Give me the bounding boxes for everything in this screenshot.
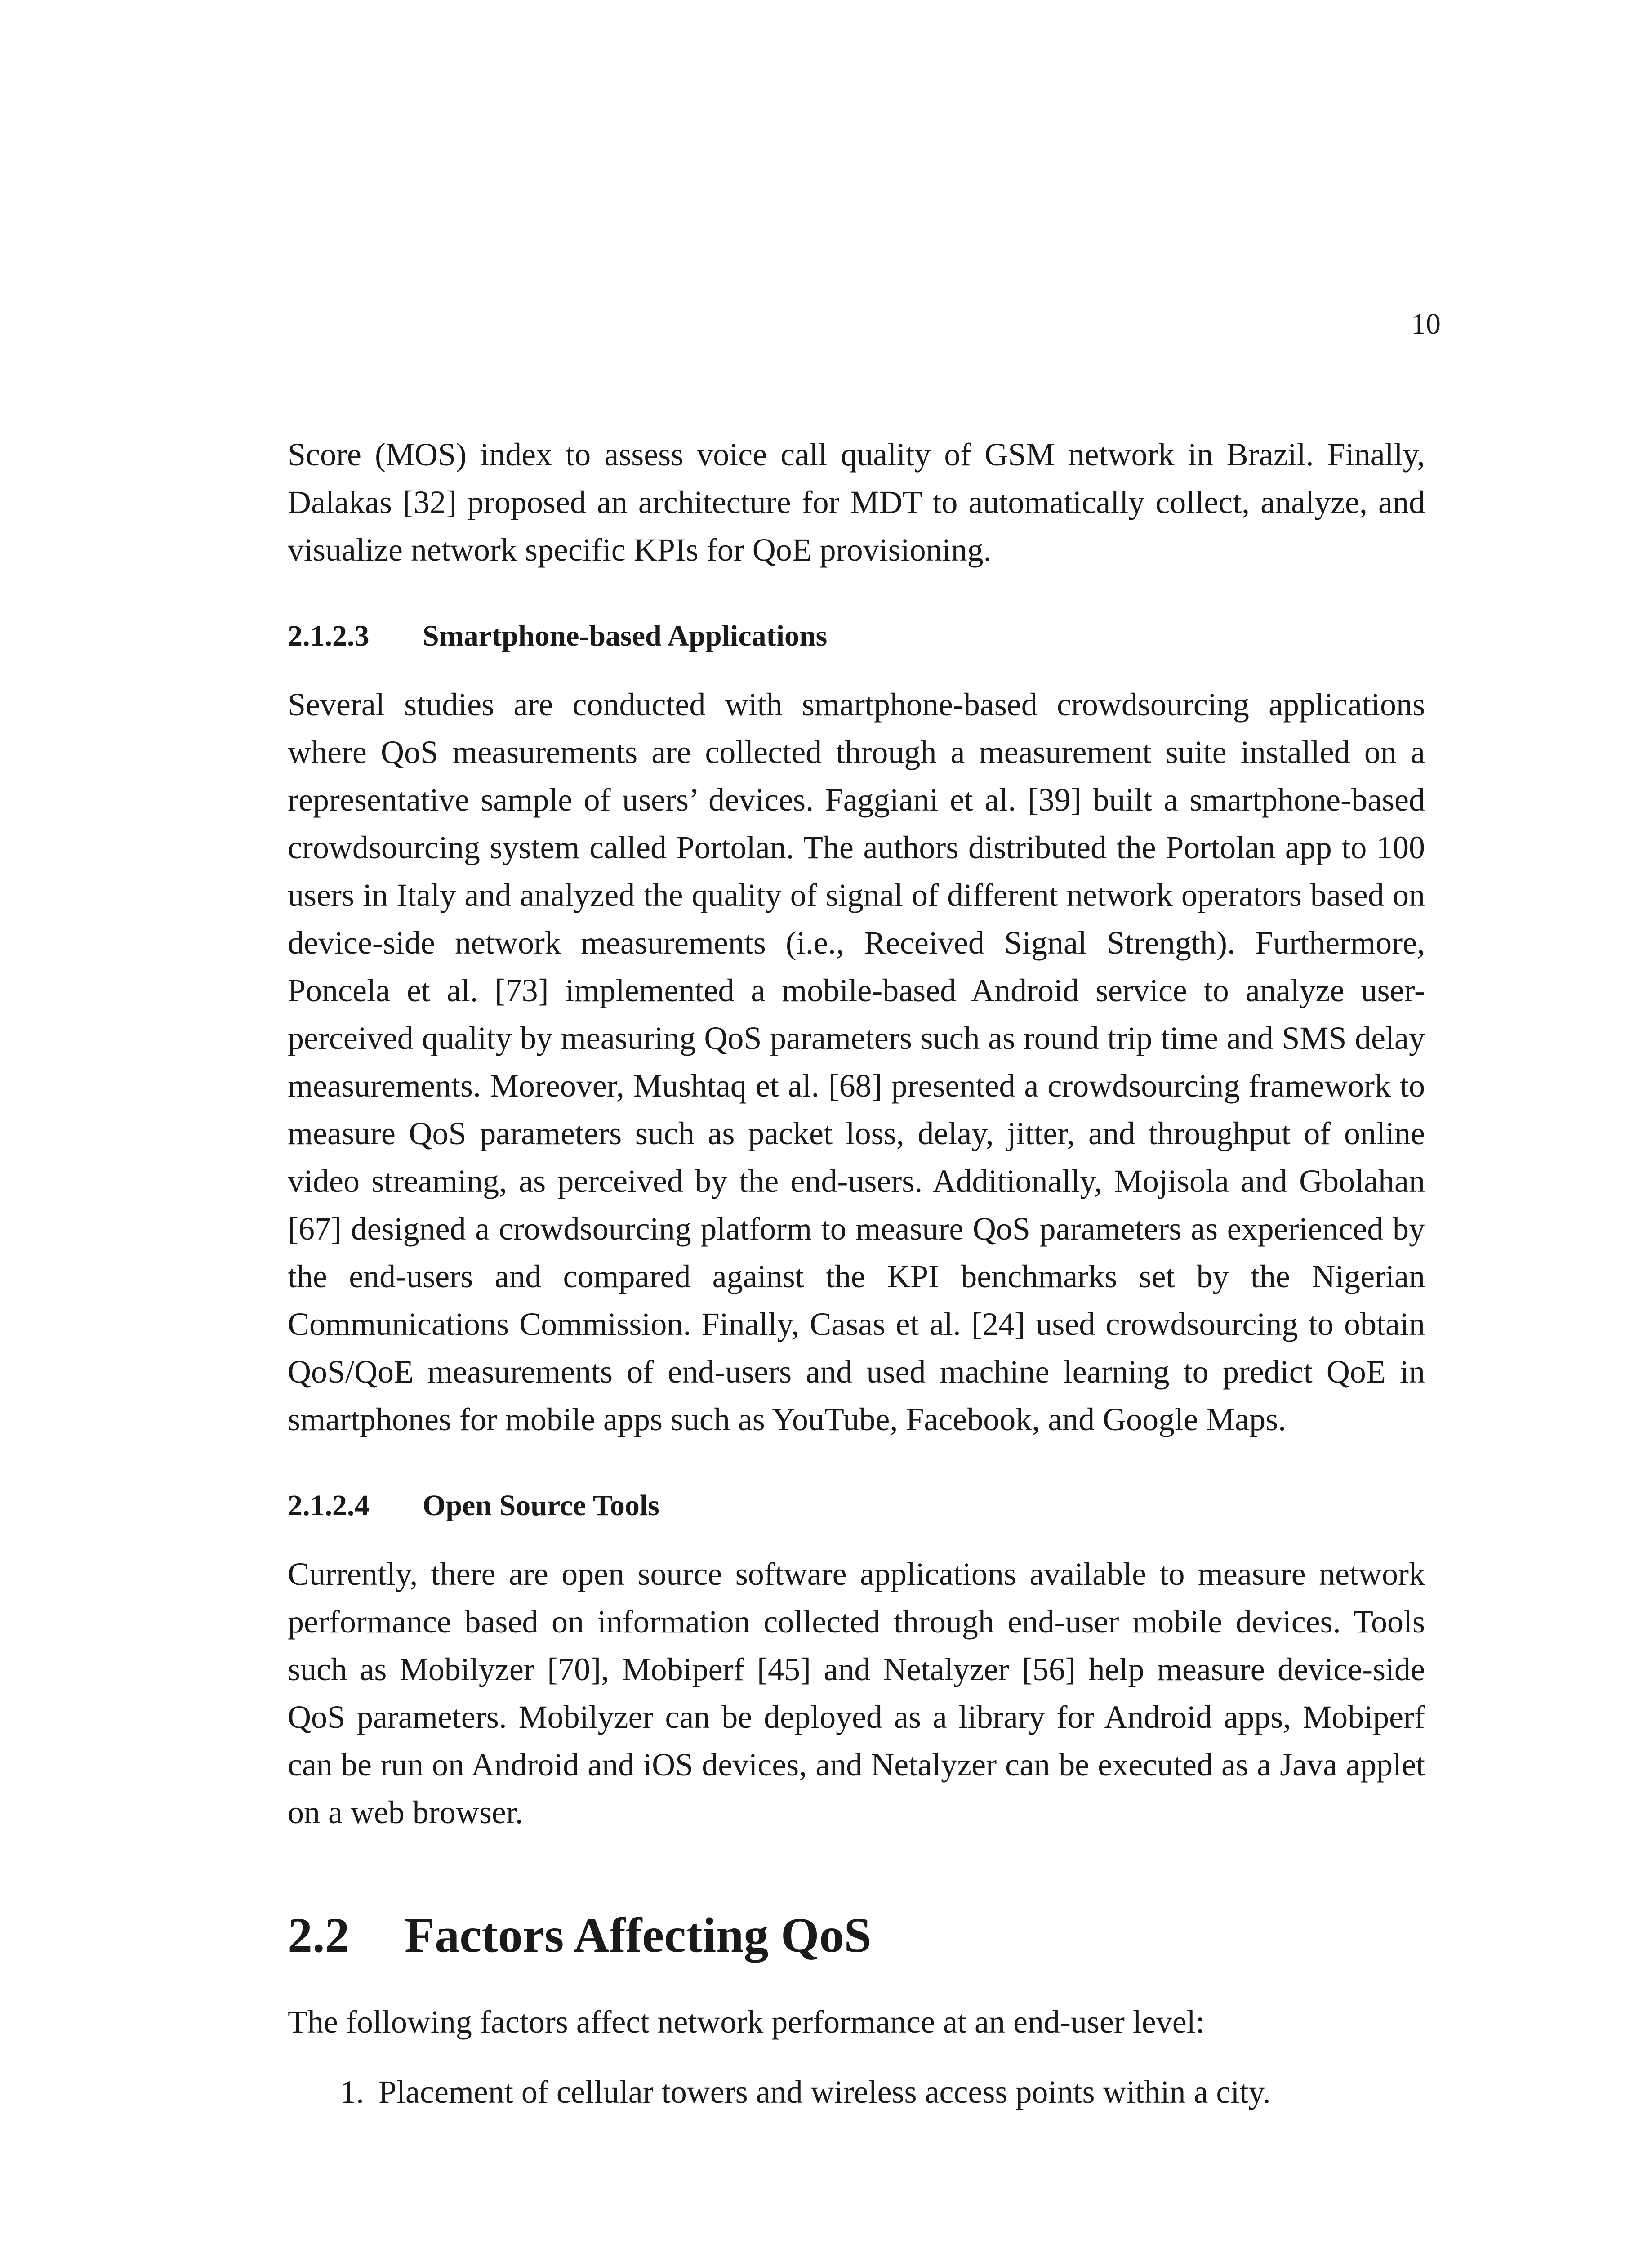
section-title: Open Source Tools bbox=[423, 1489, 659, 1522]
list-item bbox=[288, 2068, 1425, 2116]
section-title: Smartphone-based Applications bbox=[423, 620, 828, 652]
list-item-text: Placement of cellular towers and wireless access points within a city. bbox=[378, 2074, 1271, 2110]
section-heading-2124 bbox=[288, 1485, 1425, 1526]
page-number: 10 bbox=[1411, 308, 1441, 340]
open-source-tools-paragraph: Currently, there are open source software applications available to measure network performance based on information collected through end-user mobile devices. Tools such as Mobilyzer [70], Mobiperf [45] and Netalyzer [56] help measure device-side QoS parameters. Mobilyzer can be deployed as a library for Android apps, Mobiperf can be run on Android and iOS devices, and Netalyzer can be executed as a Java applet on a web browser. bbox=[288, 1556, 1425, 1830]
smartphone-apps-paragraph: Several studies are conducted with smartphone-based crowdsourcing applications where QoS measurements are collected through a measurement suite installed on a representative sample of users’ devices. Faggiani et al. [39] built a smartphone-based crowdsourcing system called Portolan. The authors distributed the Portolan app to 100 users in Italy and analyzed the quality of signal of different network operators based on device-side network measurements (i.e., Received Signal Strength). Furthermore, Poncela et al. [73] implemented a mobile-based Android service to analyze user-perceived quality by measuring QoS parameters such as round trip time and SMS delay measurements. Moreover, Mushtaq et al. [68] presented a crowdsourcing framework to measure QoS parameters such as packet loss, delay, jitter, and throughput of online video streaming, as perceived by the end-users. Additionally, Mojisola and Gbolahan [67] designed a crowdsourcing platform to measure QoS parameters as experienced by the end-users and compared against the KPI benchmarks set by the Nigerian Communications Commission. Finally, Casas et al. [24] used crowdsourcing to obtain QoS/QoE measurements of end-users and used machine learning to predict QoE in smartphones for mobile apps such as YouTube, Facebook, and Google Maps. bbox=[288, 687, 1425, 1437]
section-heading-22 bbox=[288, 1904, 1425, 1967]
section-number: 2.1.2.3 bbox=[288, 620, 370, 652]
factors-intro-paragraph: The following factors affect network performance at an end-user level: bbox=[288, 2004, 1205, 2040]
factors-list bbox=[288, 2068, 1425, 2116]
page-content bbox=[288, 431, 1425, 2116]
section-number: 2.2 bbox=[288, 1908, 350, 1963]
intro-paragraph: Score (MOS) index to assess voice call quality of GSM network in Brazil. Finally, Dalakas [32] proposed an architecture for MDT to automatically collect, analyze, and visualize network specific KPIs for QoE provisioning. bbox=[288, 437, 1425, 568]
list-item-marker: 1. bbox=[340, 2074, 364, 2110]
section-heading-2123 bbox=[288, 616, 1425, 656]
section-number: 2.1.2.4 bbox=[288, 1489, 370, 1522]
section-title: Factors Affecting QoS bbox=[405, 1908, 872, 1963]
